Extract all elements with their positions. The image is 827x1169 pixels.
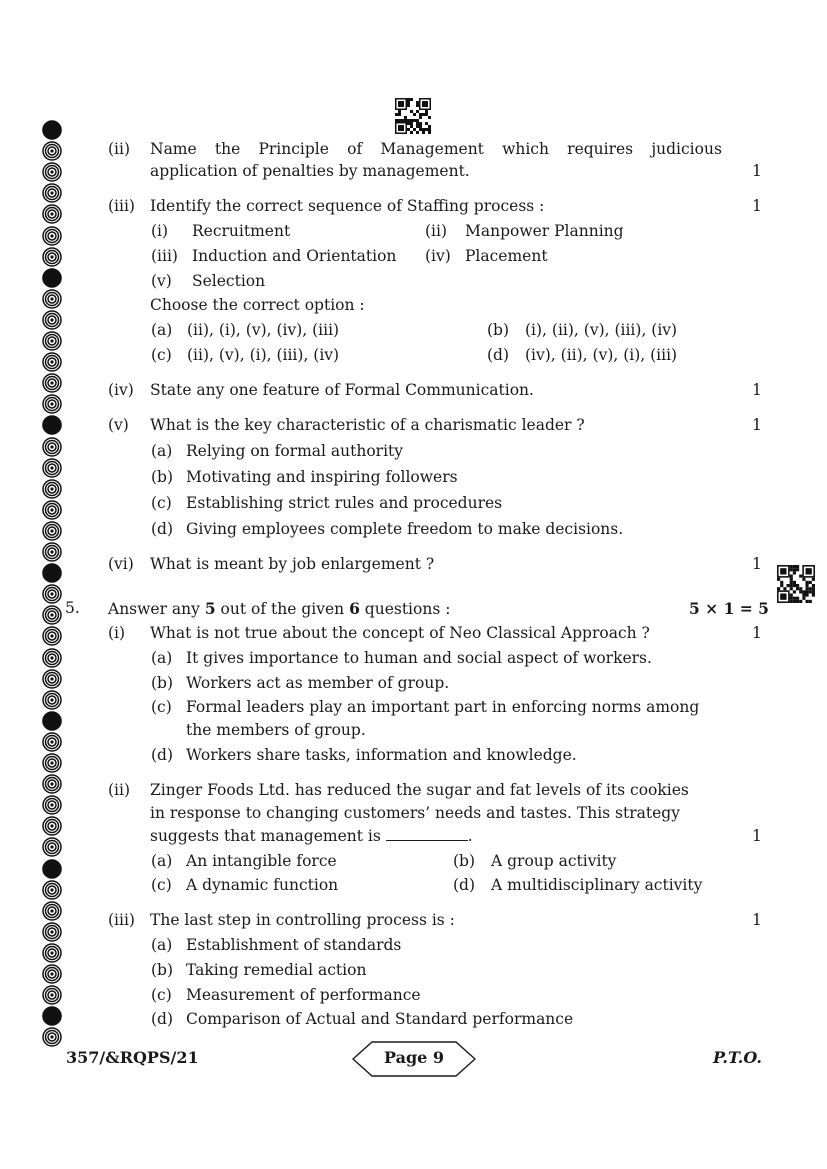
q5-ii-marks: 1 xyxy=(752,827,762,845)
margin-circle-mark-icon xyxy=(41,1005,63,1027)
option-text: An intangible force xyxy=(186,852,337,870)
option-number: (a) xyxy=(151,649,173,667)
margin-circle-mark-icon xyxy=(41,309,63,331)
option-number: (c) xyxy=(151,698,172,716)
margin-circle-mark-icon xyxy=(41,330,63,352)
option-text: Taking remedial action xyxy=(186,961,367,979)
q4-vi-number: (vi) xyxy=(108,555,134,573)
option-text: A multidisciplinary activity xyxy=(491,876,703,894)
page-number-badge xyxy=(352,1040,476,1078)
option-number: (b) xyxy=(151,961,174,979)
q5-total: 6 xyxy=(349,599,360,618)
option-number: (d) xyxy=(453,876,476,894)
word: Principle xyxy=(258,140,329,158)
margin-circle-mark-icon xyxy=(41,815,63,837)
q5-ii-line1: Zinger Foods Ltd. has reduced the sugar and fat levels of its cookies xyxy=(150,781,689,799)
word: Name xyxy=(150,140,197,158)
margin-circle-mark-icon xyxy=(41,858,63,880)
option-text: Giving employees complete freedom to make decisions. xyxy=(186,520,624,538)
margin-circle-mark-icon xyxy=(41,562,63,584)
margin-circle-mark-icon xyxy=(41,267,63,289)
margin-circle-mark-icon xyxy=(41,731,63,753)
word: the xyxy=(214,140,241,158)
margin-circle-mark-icon xyxy=(41,942,63,964)
q4-vi-marks: 1 xyxy=(752,555,762,573)
item-number: (iv) xyxy=(425,247,451,265)
option-number: (c) xyxy=(151,876,172,894)
option-text: (i), (ii), (v), (iii), (iv) xyxy=(525,321,678,339)
margin-circle-mark-icon xyxy=(41,119,63,141)
q4-v-text: What is the key characteristic of a charismatic leader ? xyxy=(150,416,585,434)
margin-circle-mark-icon xyxy=(41,203,63,225)
item-text: Placement xyxy=(465,247,548,265)
option-number: (d) xyxy=(487,346,510,364)
margin-circle-mark-icon xyxy=(41,457,63,479)
margin-circle-mark-icon xyxy=(41,393,63,415)
q4-v-number: (v) xyxy=(108,416,129,434)
margin-circle-mark-icon xyxy=(41,351,63,373)
margin-circle-mark-icon xyxy=(41,182,63,204)
q4-ii-line1 xyxy=(150,140,722,158)
item-number: (iii) xyxy=(151,247,178,265)
word: judicious xyxy=(651,140,722,158)
q5-count: 5 xyxy=(204,599,216,618)
option-text: Formal leaders play an important part in enforcing norms among xyxy=(186,698,700,716)
choose-option-text: Choose the correct option : xyxy=(150,296,365,314)
option-number: (d) xyxy=(151,520,174,538)
q5-iii-marks: 1 xyxy=(752,911,762,929)
option-text: Motivating and inspiring followers xyxy=(186,468,458,486)
q4-ii-line2: application of penalties by management. xyxy=(150,162,470,180)
margin-circle-mark-icon xyxy=(41,541,63,563)
margin-circle-mark-icon xyxy=(41,520,63,542)
option-text: Workers share tasks, information and knowledge. xyxy=(186,746,577,764)
option-text: Measurement of performance xyxy=(186,986,421,1004)
margin-circle-mark-icon xyxy=(41,288,63,310)
qr-code-icon xyxy=(777,565,815,603)
margin-circle-mark-icon xyxy=(41,900,63,922)
option-number: (a) xyxy=(151,321,173,339)
item-text: Selection xyxy=(192,272,266,290)
item-text: Recruitment xyxy=(192,222,291,240)
option-number: (c) xyxy=(151,494,172,512)
item-number: (ii) xyxy=(425,222,448,240)
option-text: Workers act as member of group. xyxy=(186,674,450,692)
q5-ii-line2: in response to changing customers’ needs and tastes. This strategy xyxy=(150,804,680,822)
fill-in-blank xyxy=(386,828,468,841)
margin-circle-mark-icon xyxy=(41,436,63,458)
q4-iv-number: (iv) xyxy=(108,381,134,399)
margin-circle-mark-icon xyxy=(41,794,63,816)
q4-ii-marks: 1 xyxy=(752,162,762,180)
item-text: Manpower Planning xyxy=(465,222,624,240)
q4-iii-marks: 1 xyxy=(752,197,762,215)
margin-circle-mark-icon xyxy=(41,773,63,795)
option-text: Establishment of standards xyxy=(186,936,402,954)
option-text: (iv), (ii), (v), (i), (iii) xyxy=(525,346,678,364)
item-text: Induction and Orientation xyxy=(192,247,397,265)
margin-circle-mark-icon xyxy=(41,161,63,183)
q4-iii-text: Identify the correct sequence of Staffing process : xyxy=(150,197,545,215)
option-number: (a) xyxy=(151,442,173,460)
option-number: (b) xyxy=(151,674,174,692)
option-number: (b) xyxy=(487,321,510,339)
word: of xyxy=(347,140,363,158)
paper-code: 357/&RQPS/21 xyxy=(66,1048,199,1067)
margin-circle-mark-icon xyxy=(41,879,63,901)
option-text: (ii), (v), (i), (iii), (iv) xyxy=(187,346,340,364)
q4-vi-text: What is meant by job enlargement ? xyxy=(150,555,435,573)
option-text-continued: the members of group. xyxy=(186,721,366,739)
margin-circle-mark-icon xyxy=(41,752,63,774)
margin-circle-mark-icon xyxy=(41,647,63,669)
option-text: Establishing strict rules and procedures xyxy=(186,494,503,512)
qr-code-icon xyxy=(395,98,431,134)
q4-iv-text: State any one feature of Formal Communication. xyxy=(150,381,534,399)
margin-circle-mark-icon xyxy=(41,225,63,247)
margin-circle-mark-icon xyxy=(41,625,63,647)
margin-circle-mark-icon xyxy=(41,836,63,858)
margin-circle-mark-icon xyxy=(41,668,63,690)
margin-circle-mark-icon xyxy=(41,140,63,162)
option-number: (d) xyxy=(151,746,174,764)
q5-number: 5. xyxy=(65,599,80,617)
margin-circle-mark-icon xyxy=(41,604,63,626)
margin-circle-mark-icon xyxy=(41,689,63,711)
option-text: A dynamic function xyxy=(186,876,339,894)
q5-ii-number: (ii) xyxy=(108,781,131,799)
margin-circle-mark-icon xyxy=(41,372,63,394)
margin-circle-mark-icon xyxy=(41,963,63,985)
q5-ii-line3-text: suggests that management is xyxy=(150,827,381,845)
option-number: (b) xyxy=(151,468,174,486)
option-text: Relying on formal authority xyxy=(186,442,404,460)
q5-instruction xyxy=(108,599,450,618)
page-number: Page 9 xyxy=(383,1048,445,1067)
q5-mid: out of the given xyxy=(215,600,350,618)
q5-iii-number: (iii) xyxy=(108,911,135,929)
q4-ii-number: (ii) xyxy=(108,140,131,158)
option-text: It gives importance to human and social aspect of workers. xyxy=(186,649,652,667)
option-number: (a) xyxy=(151,852,173,870)
margin-circle-mark-icon xyxy=(41,921,63,943)
option-text: A group activity xyxy=(491,852,617,870)
option-text: Comparison of Actual and Standard performance xyxy=(186,1010,574,1028)
word: requires xyxy=(567,140,634,158)
margin-circle-mark-icon xyxy=(41,414,63,436)
pto-text: P.T.O. xyxy=(713,1048,762,1067)
option-number: (d) xyxy=(151,1010,174,1028)
option-number: (a) xyxy=(151,936,173,954)
option-text: (ii), (i), (v), (iv), (iii) xyxy=(187,321,340,339)
margin-circle-mark-icon xyxy=(41,499,63,521)
item-number: (i) xyxy=(151,222,169,240)
q5-post: questions : xyxy=(359,600,451,618)
q5-pre: Answer any xyxy=(108,600,205,618)
q5-iii-text: The last step in controlling process is : xyxy=(150,911,455,929)
q5-i-marks: 1 xyxy=(752,624,762,642)
option-number: (b) xyxy=(453,852,476,870)
q5-ii-line3 xyxy=(150,827,473,845)
option-number: (c) xyxy=(151,346,172,364)
margin-marks xyxy=(41,119,63,1049)
margin-circle-mark-icon xyxy=(41,478,63,500)
word: Management xyxy=(380,140,484,158)
margin-circle-mark-icon xyxy=(41,710,63,732)
q5-marks: 5 × 1 = 5 xyxy=(689,599,769,618)
option-number: (c) xyxy=(151,986,172,1004)
q4-iv-marks: 1 xyxy=(752,381,762,399)
q4-v-marks: 1 xyxy=(752,416,762,434)
margin-circle-mark-icon xyxy=(41,1026,63,1048)
word: which xyxy=(502,140,549,158)
margin-circle-mark-icon xyxy=(41,984,63,1006)
item-number: (v) xyxy=(151,272,172,290)
q4-iii-number: (iii) xyxy=(108,197,135,215)
q5-i-number: (i) xyxy=(108,624,126,642)
q5-i-text: What is not true about the concept of Neo Classical Approach ? xyxy=(150,624,650,642)
q5-ii-line3-end: . xyxy=(467,827,473,845)
margin-circle-mark-icon xyxy=(41,583,63,605)
margin-circle-mark-icon xyxy=(41,246,63,268)
